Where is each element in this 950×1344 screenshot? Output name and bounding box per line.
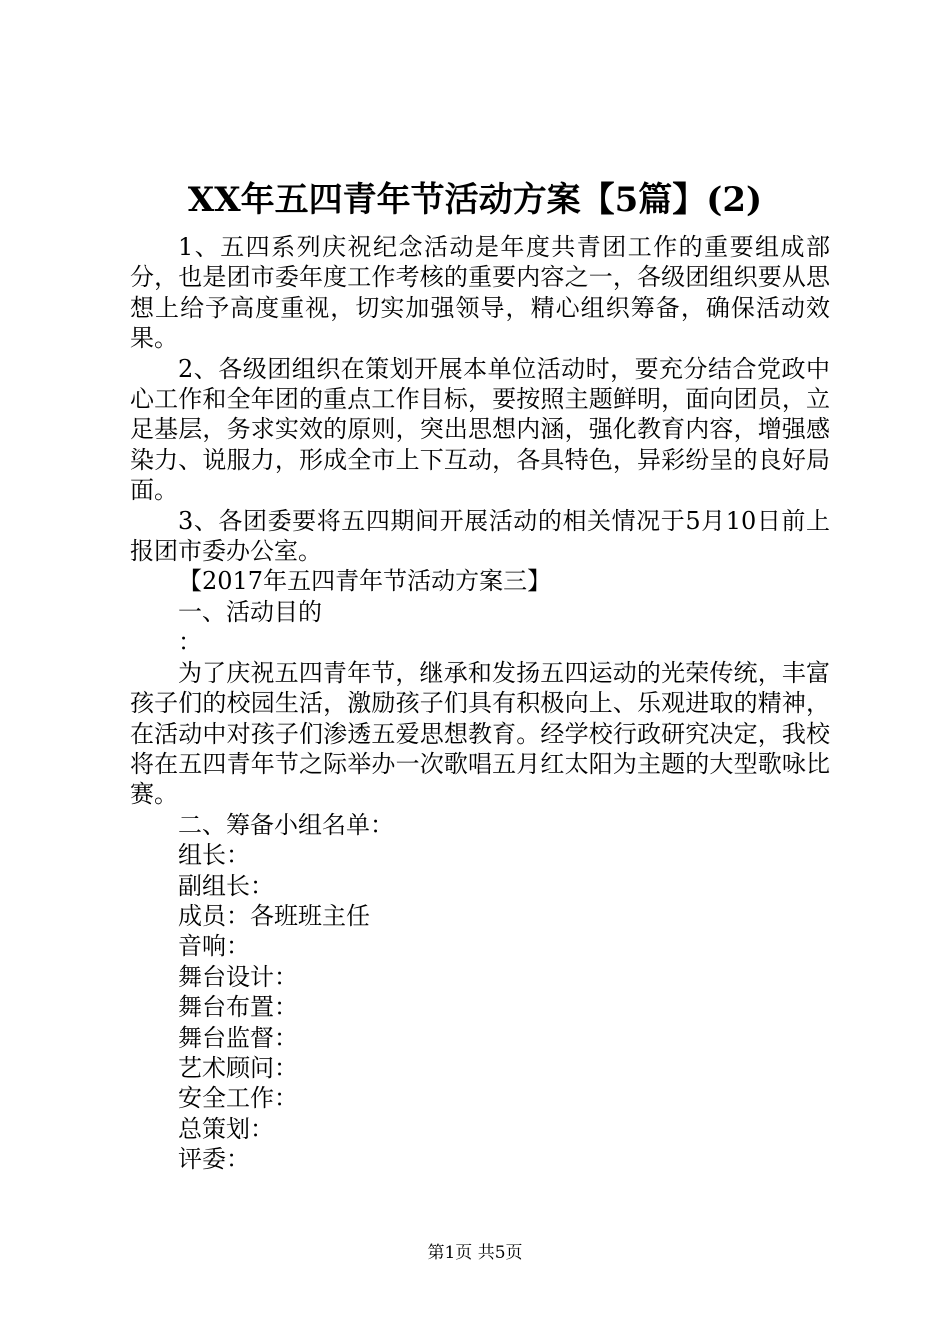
- section-heading: 【2017年五四青年节活动方案三】: [178, 567, 552, 596]
- purpose-paragraph: 为了庆祝五四青年节，继承和发扬五四运动的光荣传统，丰富孩子们的校园生活，激励孩子们具有积极向上、乐观进取的精神，在活动中对孩子们渗透五爱思想教育。经学校行政研究决定，我校将在五四青年节之际举办一次歌唱五月红太阳为主题的大型歌咏比赛。: [130, 658, 830, 809]
- purpose-colon: ：: [178, 628, 202, 657]
- document-title: XX年五四青年节活动方案【5篇】(2): [187, 180, 763, 220]
- committee-item-deputy-leader: 副组长：: [178, 871, 274, 900]
- paragraph-3: 3、各团委要将五四期间开展活动的相关情况于5月10日前上报团市委办公室。: [130, 506, 830, 566]
- committee-item-members: 成员：各班班主任: [178, 901, 370, 930]
- purpose-heading: 一、活动目的: [178, 597, 322, 626]
- committee-item-safety: 安全工作：: [178, 1084, 298, 1113]
- document-body: [130, 232, 830, 1175]
- committee-item-leader: 组长：: [178, 841, 250, 870]
- committee-item-chief-planner: 总策划：: [178, 1114, 274, 1143]
- committee-item-stage-supervision: 舞台监督：: [178, 1023, 298, 1052]
- paragraph-1: 1、五四系列庆祝纪念活动是年度共青团工作的重要组成部分，也是团市委年度工作考核的重要内容之一，各级团组织要从思想上给予高度重视，切实加强领导，精心组织筹备，确保活动效果。: [130, 233, 830, 353]
- committee-item-stage-design: 舞台设计：: [178, 962, 298, 991]
- committee-heading: 二、筹备小组名单：: [178, 810, 394, 839]
- paragraph-2: 2、各级团组织在策划开展本单位活动时，要充分结合党政中心工作和全年团的重点工作目标，要按照主题鲜明，面向团员，立足基层，务求实效的原则，突出思想内涵，强化教育内容，增强感染力、说服力，形成全市上下互动，各具特色，异彩纷呈的良好局面。: [130, 354, 830, 505]
- committee-item-stage-setup: 舞台布置：: [178, 993, 298, 1022]
- page-footer: 第1页 共5页: [427, 1243, 523, 1263]
- committee-item-judges: 评委：: [178, 1145, 250, 1174]
- committee-item-sound: 音响：: [178, 932, 250, 961]
- committee-item-art-advisor: 艺术顾问：: [178, 1053, 298, 1082]
